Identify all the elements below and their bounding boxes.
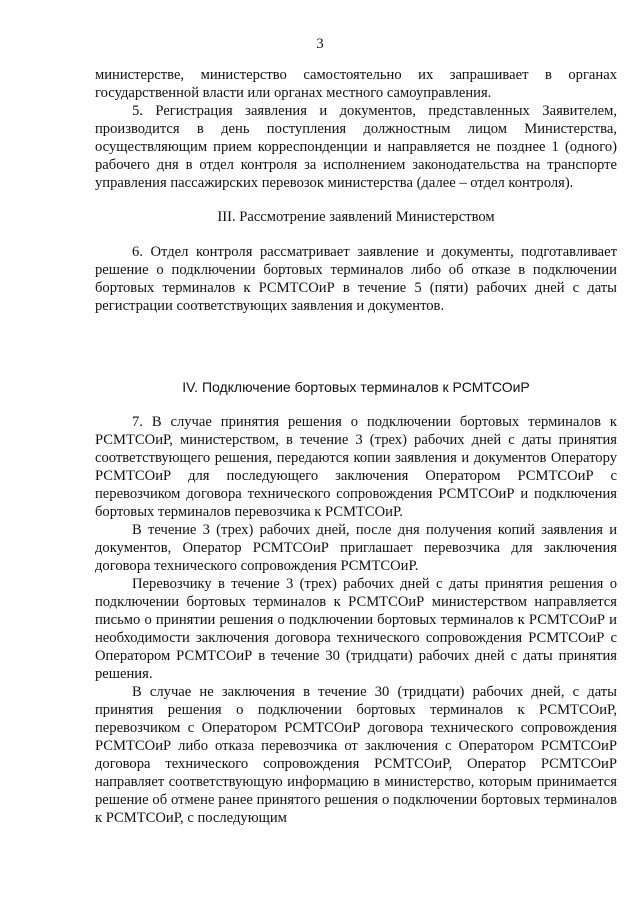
paragraph-5-registration: 5. Регистрация заявления и документов, представленных Заявителем, производится в день поступления должностным лицом Министерства, осуществляющим прием корреспонденции и направляется не позднее 1 (одного) рабочего дня в отдел контроля за исполнением законодательства на транспорте управления пассажирских перевозок министерства (далее – отдел контроля). [95,103,617,191]
paragraph-9-notification: Перевозчику в течение 3 (трех) рабочих дней с даты принятия решения о подключении бортовых терминалов к РСМТСОиР министерством направляется письмо о принятии решения о подключении бортовых терминалов к РСМТСОиР и необходимости заключения договора технического сопровождения РСМТСОиР с Оператором РСМТСОиР в течение 30 (тридцати) рабочих дней с даты принятия решения. [95,576,617,682]
paragraph-8-invitation: В течение 3 (трех) рабочих дней, после дня получения копий заявления и документов, Оператор РСМТСОиР приглашает перевозчика для заключения договора технического сопровождения РСМТСОиР. [95,522,617,574]
paragraph-continuation: министерстве, министерство самостоятельно их запрашивает в органах государственной власти или органах местного самоуправления. [95,67,617,101]
section-heading-3: III. Рассмотрение заявлений Министерством [217,209,495,225]
section-heading-4: IV. Подключение бортовых терминалов к РСМТСОиР [182,379,530,395]
page-number: 3 [316,36,324,52]
document-body [95,66,617,827]
paragraph-10-refusal: В случае не заключения в течение 30 (тридцати) рабочих дней, с даты принятия решения о подключении бортовых терминалов к РСМТСОиР, перевозчиком с Оператором РСМТСОиР договора технического сопровождения РСМТСОиР либо отказа перевозчика от заключения с Оператором РСМТСОиР договора технического сопровождения РСМТСОиР, Оператор РСМТСОиР направляет соответствующую информацию в министерство, которым принимается решение об отмене ранее принятого решения о подключении бортовых терминалов к РСМТСОиР, с последующим [95,684,617,826]
paragraph-7-connection: 7. В случае принятия решения о подключении бортовых терминалов к РСМТСОиР, министерством, в течение 3 (трех) рабочих дней с даты принятия соответствующего решения, передаются копии заявления и документов Оператору РСМТСОиР для последующего заключения Оператором РСМТСОиР с перевозчиком договора технического сопровождения РСМТСОиР и подключения бортовых терминалов перевозчика к РСМТСОиР. [95,414,617,520]
paragraph-6-review: 6. Отдел контроля рассматривает заявление и документы, подготавливает решение о подключении бортовых терминалов либо об отказе в подключении бортовых терминалов к РСМТСОиР в течение 5 (пяти) рабочих дней с даты регистрации соответствующих заявления и документов. [95,244,617,314]
